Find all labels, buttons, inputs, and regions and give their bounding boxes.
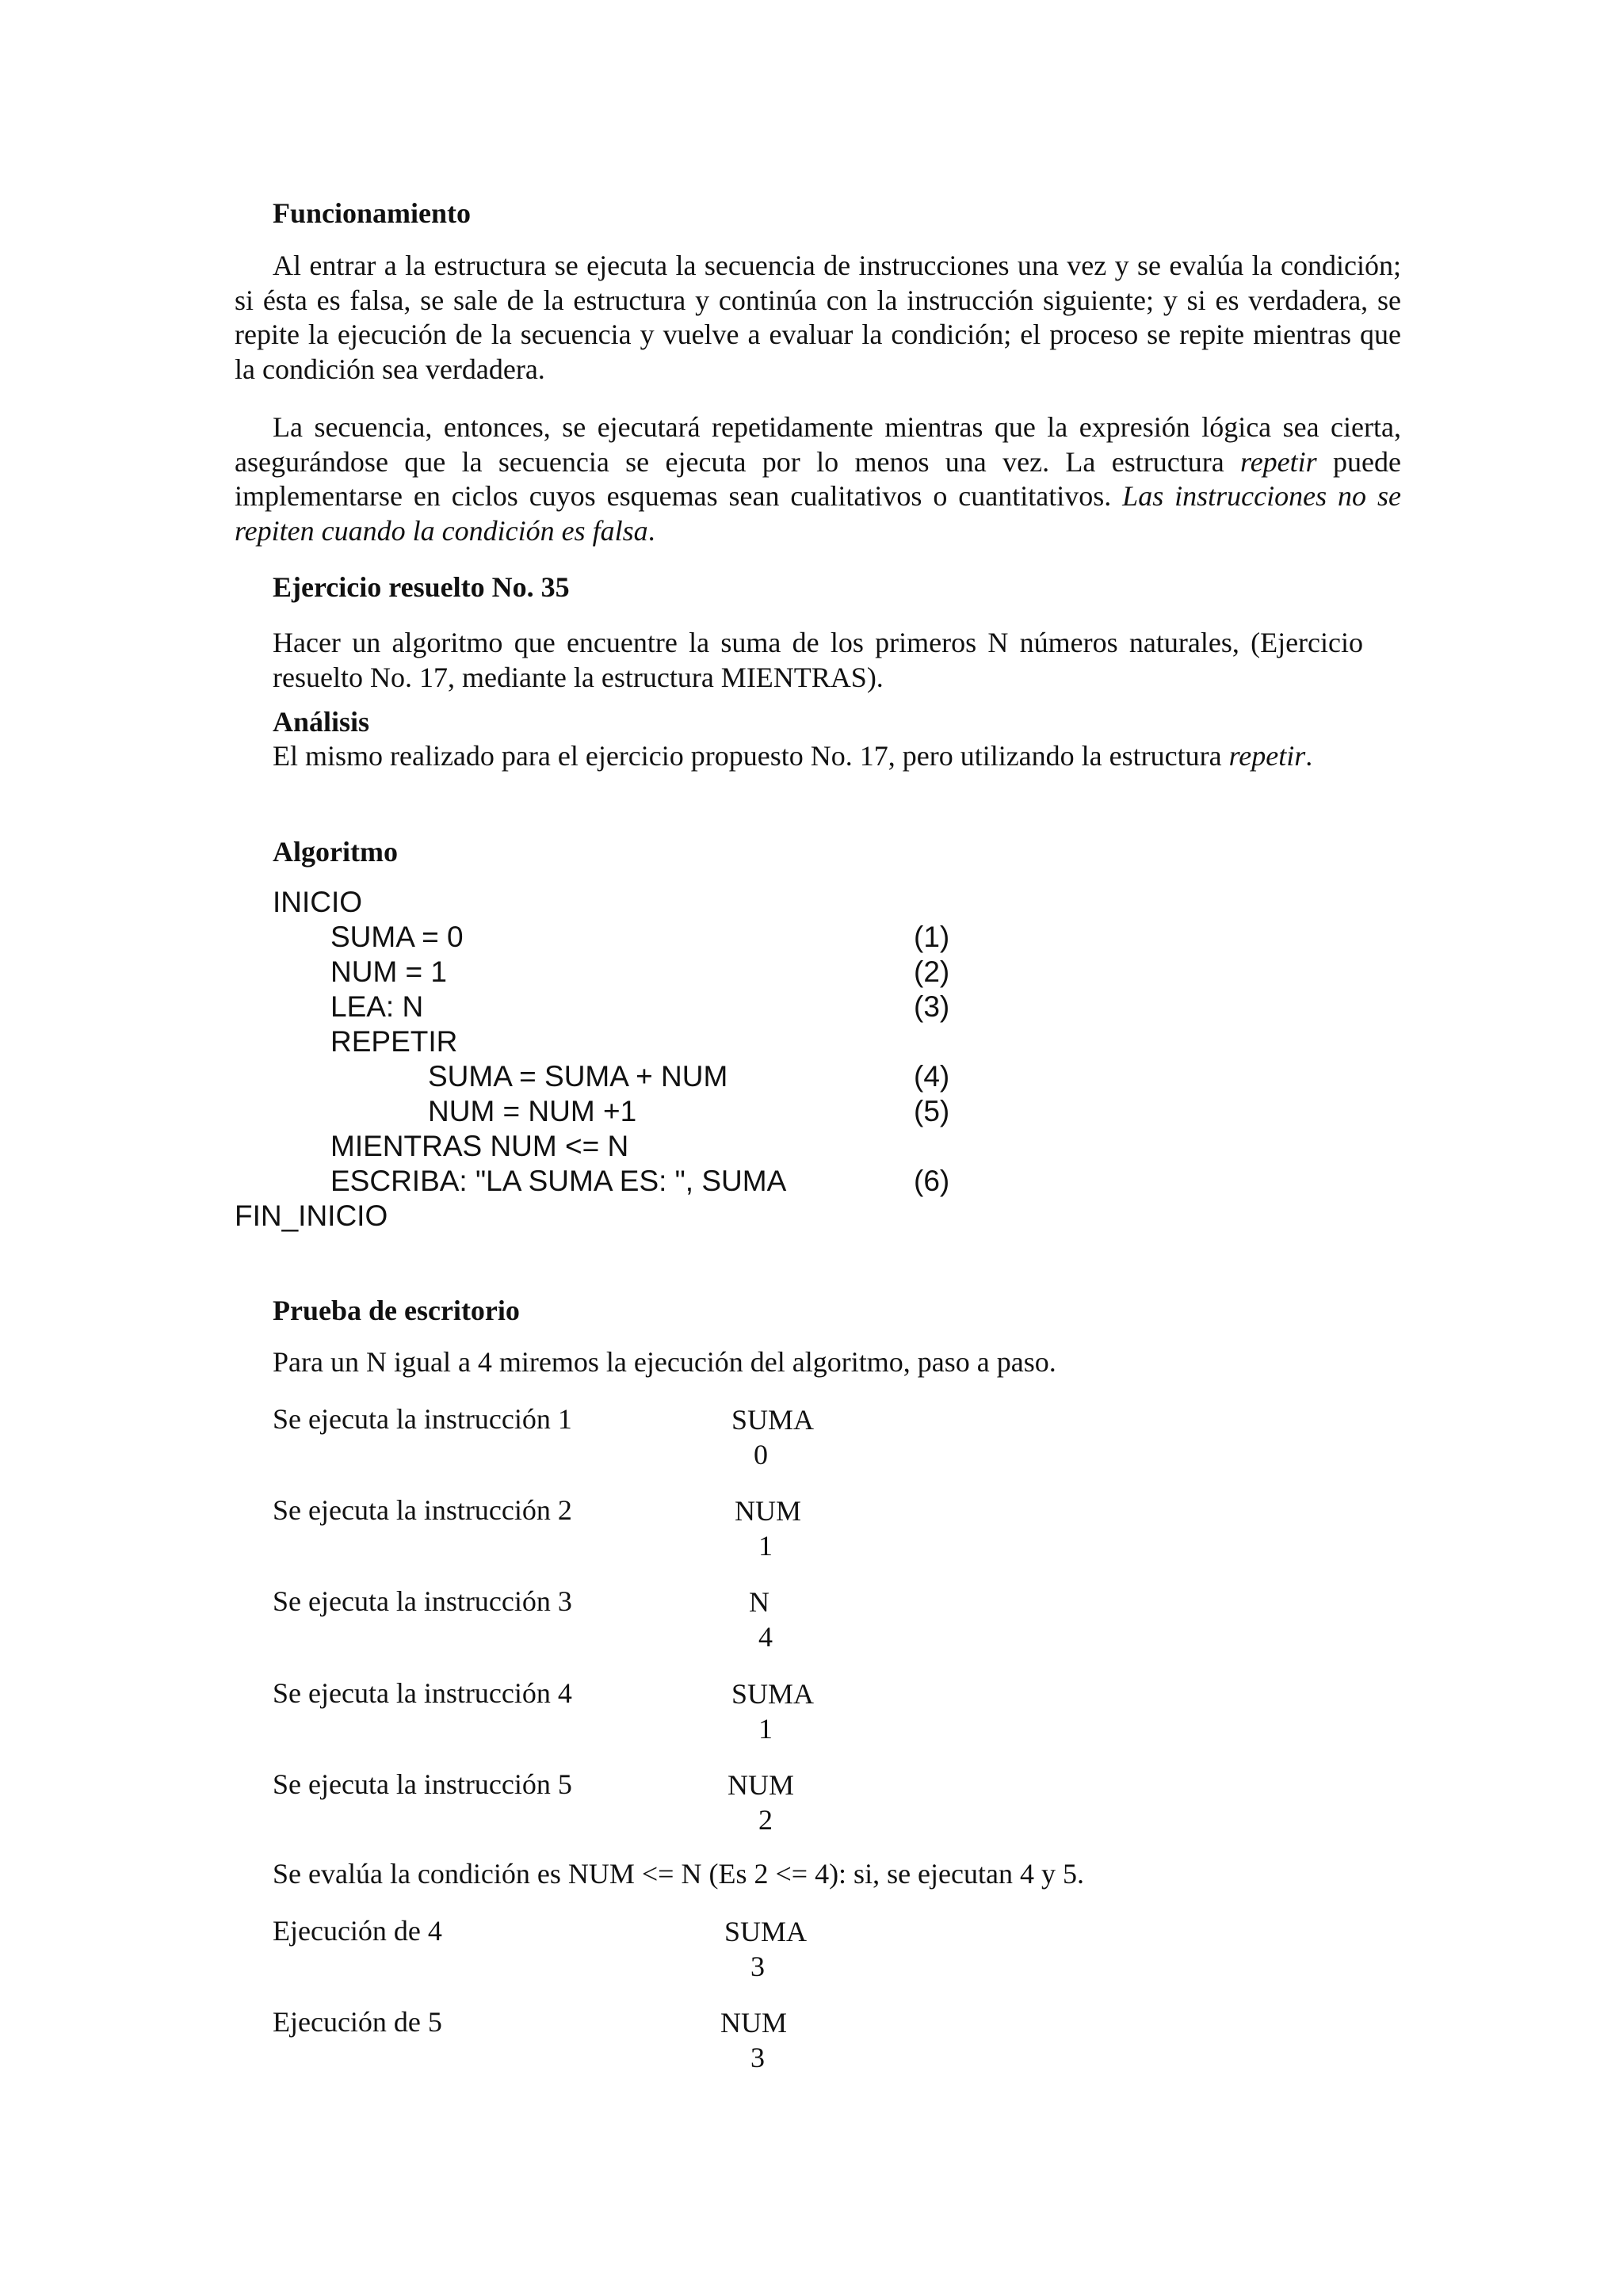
paragraph-funcionamiento: Al entrar a la estructura se ejecuta la secuencia de instrucciones una vez y se evalúa la condición; si ésta es falsa, se sale de la estructura y continúa con la instrucción siguiente; y si es verdadera, se repite la ejecución de la secuencia y vuelve a evaluar la condición; el proceso se repite mientras que la condición sea verdadera.: [235, 250, 1401, 385]
trace-variable: NUM: [727, 1769, 794, 1801]
trace-variable: SUMA: [724, 1916, 808, 1947]
trace-variable: SUMA: [731, 1678, 815, 1710]
code-line-suma-update: SUMA = SUMA + NUM: [428, 1060, 728, 1093]
paragraph-secuencia-italic-repetir: repetir: [1240, 445, 1317, 478]
trace-value: 1: [758, 1530, 773, 1562]
trace-variable: NUM: [720, 2007, 787, 2039]
paragraph-secuencia-text-a: La secuencia, entonces, se ejecutará repetidamente mientras que la expresión lógica sea cierta, asegurándose que la secuencia se ejecuta por lo menos una vez. La estructura: [235, 411, 1401, 478]
paragraph-secuencia-text-c: puede implementarse en ciclos cuyos esquemas sean cualitativos o cuantitativos.: [235, 445, 1401, 512]
paragraph-analisis-text-c: .: [1305, 740, 1313, 772]
trace-value: 4: [758, 1621, 773, 1653]
code-line-num-init: NUM = 1: [330, 955, 448, 988]
code-line-mientras: MIENTRAS NUM <= N: [330, 1130, 629, 1162]
heading-algoritmo: Algoritmo: [273, 836, 398, 868]
code-line-escriba: ESCRIBA: "LA SUMA ES: ", SUMA: [330, 1165, 787, 1197]
code-line-number-3: (3): [914, 990, 950, 1023]
heading-funcionamiento: Funcionamiento: [273, 197, 472, 229]
code-line-suma-init: SUMA = 0: [330, 921, 464, 953]
paragraph-secuencia: [235, 410, 1401, 548]
code-line-number-2: (2): [914, 955, 950, 988]
code-line-repetir: REPETIR: [330, 1025, 458, 1058]
trace-variable: N: [749, 1586, 769, 1618]
trace-value: 0: [754, 1439, 768, 1470]
code-line-number-1: (1): [914, 921, 950, 953]
trace-label: Se ejecuta la instrucción 5: [273, 1768, 572, 1800]
trace-value: 3: [750, 1951, 765, 1982]
code-line-number-6: (6): [914, 1165, 950, 1197]
trace-variable: SUMA: [731, 1404, 815, 1436]
paragraph-secuencia-italic-note: Las instrucciones no se repiten cuando la condición es falsa: [235, 480, 1401, 547]
paragraph-analisis-text-a: El mismo realizado para el ejercicio propuesto No. 17, pero utilizando la estructura: [273, 740, 1229, 772]
paragraph-condicion: Se evalúa la condición es NUM <= N (Es 2 <= 4): si, se ejecutan 4 y 5.: [273, 1858, 1084, 1890]
heading-ejercicio: Ejercicio resuelto No. 35: [273, 571, 570, 603]
trace-label: Se ejecuta la instrucción 2: [273, 1494, 572, 1526]
paragraph-analisis: [273, 739, 1363, 774]
code-line-lea: LEA: N: [330, 990, 424, 1023]
trace-variable: NUM: [734, 1495, 801, 1527]
trace-value: 3: [750, 2042, 765, 2073]
code-line-number-5: (5): [914, 1095, 950, 1127]
heading-analisis: Análisis: [273, 706, 370, 738]
paragraph-secuencia-text-e: .: [647, 514, 655, 547]
trace-value: 2: [758, 1804, 773, 1836]
trace-label: Ejecución de 5: [273, 2006, 442, 2038]
trace-label: Ejecución de 4: [273, 1915, 442, 1947]
code-line-inicio: INICIO: [273, 886, 363, 918]
paragraph-prueba-intro: Para un N igual a 4 miremos la ejecución del algoritmo, paso a paso.: [273, 1346, 1056, 1378]
trace-label: Se ejecuta la instrucción 4: [273, 1677, 572, 1709]
code-line-fin: FIN_INICIO: [235, 1199, 388, 1232]
paragraph-enunciado: Hacer un algoritmo que encuentre la suma de los primeros N números naturales, (Ejercicio resuelto No. 17, mediante la estructura MIENTRAS).: [273, 627, 1363, 693]
code-line-number-4: (4): [914, 1060, 950, 1093]
heading-prueba: Prueba de escritorio: [273, 1295, 520, 1326]
code-line-num-update: NUM = NUM +1: [428, 1095, 637, 1127]
trace-value: 1: [758, 1713, 773, 1745]
paragraph-analisis-italic-repetir: repetir: [1228, 740, 1306, 772]
trace-label: Se ejecuta la instrucción 3: [273, 1585, 572, 1617]
trace-label: Se ejecuta la instrucción 1: [273, 1403, 572, 1435]
